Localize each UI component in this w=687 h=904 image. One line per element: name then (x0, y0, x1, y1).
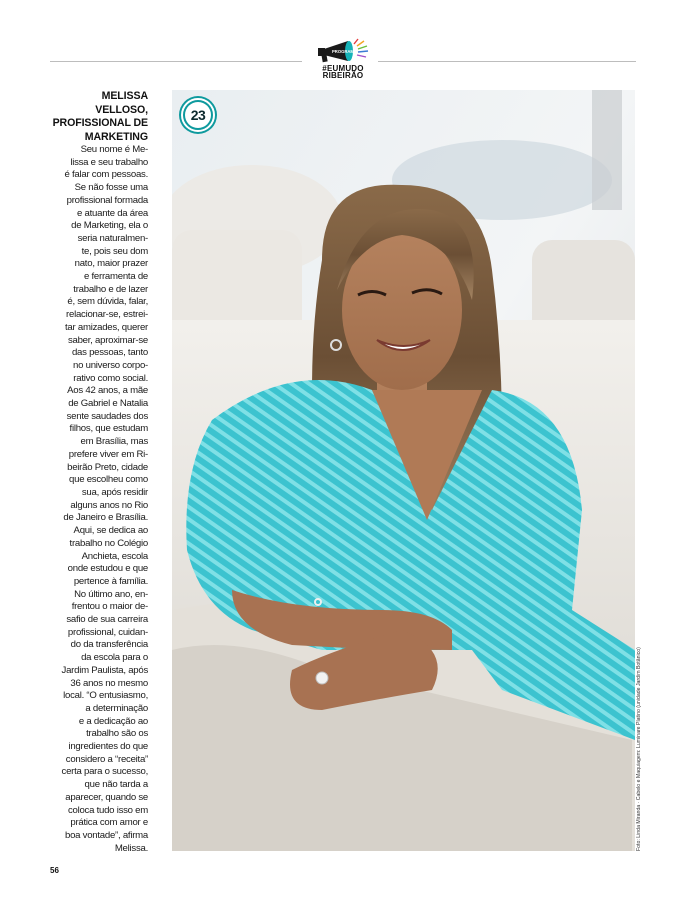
article-body-line: das pessoas, tanto (71, 347, 148, 359)
portrait-illustration (172, 90, 635, 851)
article-body-line: é, sem dúvida, falar, (67, 296, 148, 308)
photo-credit: Foto: Linda Miranda · Cabelo e Maquiagem: Luminare Platino (unidade Jardim Botânico) (636, 647, 642, 851)
logo-rays (354, 39, 368, 57)
campaign-logo (312, 38, 374, 82)
article-body-line: Anchieta, escola (81, 550, 148, 562)
article-body-line: e a dedicação ao (78, 715, 148, 727)
article-body-line: sua, após residir (81, 486, 148, 498)
article-body-line: 36 anos no mesmo (70, 677, 148, 689)
article-body-line: profissional formada (66, 194, 148, 206)
article-body-line: e atuante da área (77, 207, 148, 219)
article-body-line: safio de sua carreira (66, 614, 148, 626)
article-heading-line1: MELISSA VELLOSO, (95, 90, 148, 116)
article-body-line: rativo como social. (73, 372, 148, 384)
logo-hashtag (312, 65, 374, 79)
article-body-line: ingredientes do que (68, 741, 148, 753)
article-body (50, 144, 148, 855)
megaphone-icon (312, 38, 374, 66)
page-number: 56 (50, 866, 59, 875)
article-body-line: saber, aproximar-se (67, 334, 148, 346)
article-body-line: local. “O entusiasmo, (63, 690, 148, 702)
article-body-line: pertence à família. (73, 575, 148, 587)
article-body-line: de Janeiro e Brasília. (63, 512, 148, 524)
article-body-line: trabalho no Colégio (69, 537, 148, 549)
article-body-line: tar amizades, querer (65, 321, 148, 333)
feature-number-badge (181, 98, 215, 132)
article-body-line: considero a “receita” (65, 753, 148, 765)
article-body-line: aparecer, quando se (65, 791, 148, 803)
article-body-line: que não tarda a (84, 779, 148, 791)
feature-number: 23 (185, 102, 211, 128)
article-body-line: nato, maior prazer (74, 258, 148, 270)
article-body-line: trabalho e de lazer (73, 283, 148, 295)
logo-mark-text: PROGRAMA (332, 49, 357, 54)
article-body-line: sente saudades dos (66, 410, 148, 422)
article-body-line: te, pois seu dom (81, 245, 148, 257)
article-heading-line2: PROFISSIONAL DE (52, 117, 148, 129)
header-rule-right (378, 61, 636, 62)
article-body-line: coloca tudo isso em (67, 804, 148, 816)
article-heading (50, 90, 148, 144)
header-rule-left (50, 61, 302, 62)
article-body-line: e ferramenta de (84, 271, 148, 283)
article-body-line: onde estudou e que (67, 563, 148, 575)
article-body-line: é falar com pessoas. (64, 169, 148, 181)
portrait-photo (172, 90, 635, 851)
article-body-line: da escola para o (81, 652, 148, 664)
article-body-line: certa para o sucesso, (61, 766, 148, 778)
article-heading-line3: MARKETING (84, 130, 148, 143)
article-body-line: Aqui, se dedica ao (73, 525, 148, 537)
article-body-line: Jardim Paulista, após (61, 664, 148, 676)
article-body-line: que escolheu como (69, 474, 148, 486)
article-body-line: relacionar-se, estrei- (66, 309, 148, 321)
article-body-line: seria naturalmen- (77, 232, 148, 244)
article-body-line: a determinação (85, 702, 148, 714)
article-body-line: trabalho são os (86, 728, 148, 740)
article-body-line: em Brasília, mas (80, 436, 148, 448)
article-body-line: prefere viver em Ri- (68, 448, 148, 460)
article-body-line: No último ano, en- (74, 588, 148, 600)
article-body-line: beirão Preto, cidade (67, 461, 148, 473)
logo-hashtag-line2: RIBEIRÃO (322, 71, 364, 80)
article-body-line: de Marketing, ela o (71, 220, 148, 232)
article-body-line: Se não fosse uma (74, 182, 148, 194)
article-body-line: Melissa. (114, 842, 148, 854)
article-body-line: prática com amor e (70, 817, 148, 829)
logo-hashtag-line1: #EUMUDO (322, 64, 364, 73)
article-body-line: filhos, que estudam (69, 423, 148, 435)
article-body-line: boa vontade”, afirma (65, 829, 148, 841)
article-body-line: de Gabriel e Natalia (68, 398, 148, 410)
article-body-line: alguns anos no Rio (70, 499, 148, 511)
article-body-line: Aos 42 anos, a mãe (67, 385, 148, 397)
article-body-line: no universo corpo- (73, 359, 148, 371)
article-body-line: profissional, cuidan- (67, 626, 148, 638)
article-body-line: frentou o maior de- (71, 601, 148, 613)
article-column (50, 90, 148, 855)
article-body-line: lissa e seu trabalho (70, 156, 148, 168)
article-body-line: Seu nome é Me- (80, 144, 148, 155)
article-body-line: do da transferência (70, 639, 148, 651)
